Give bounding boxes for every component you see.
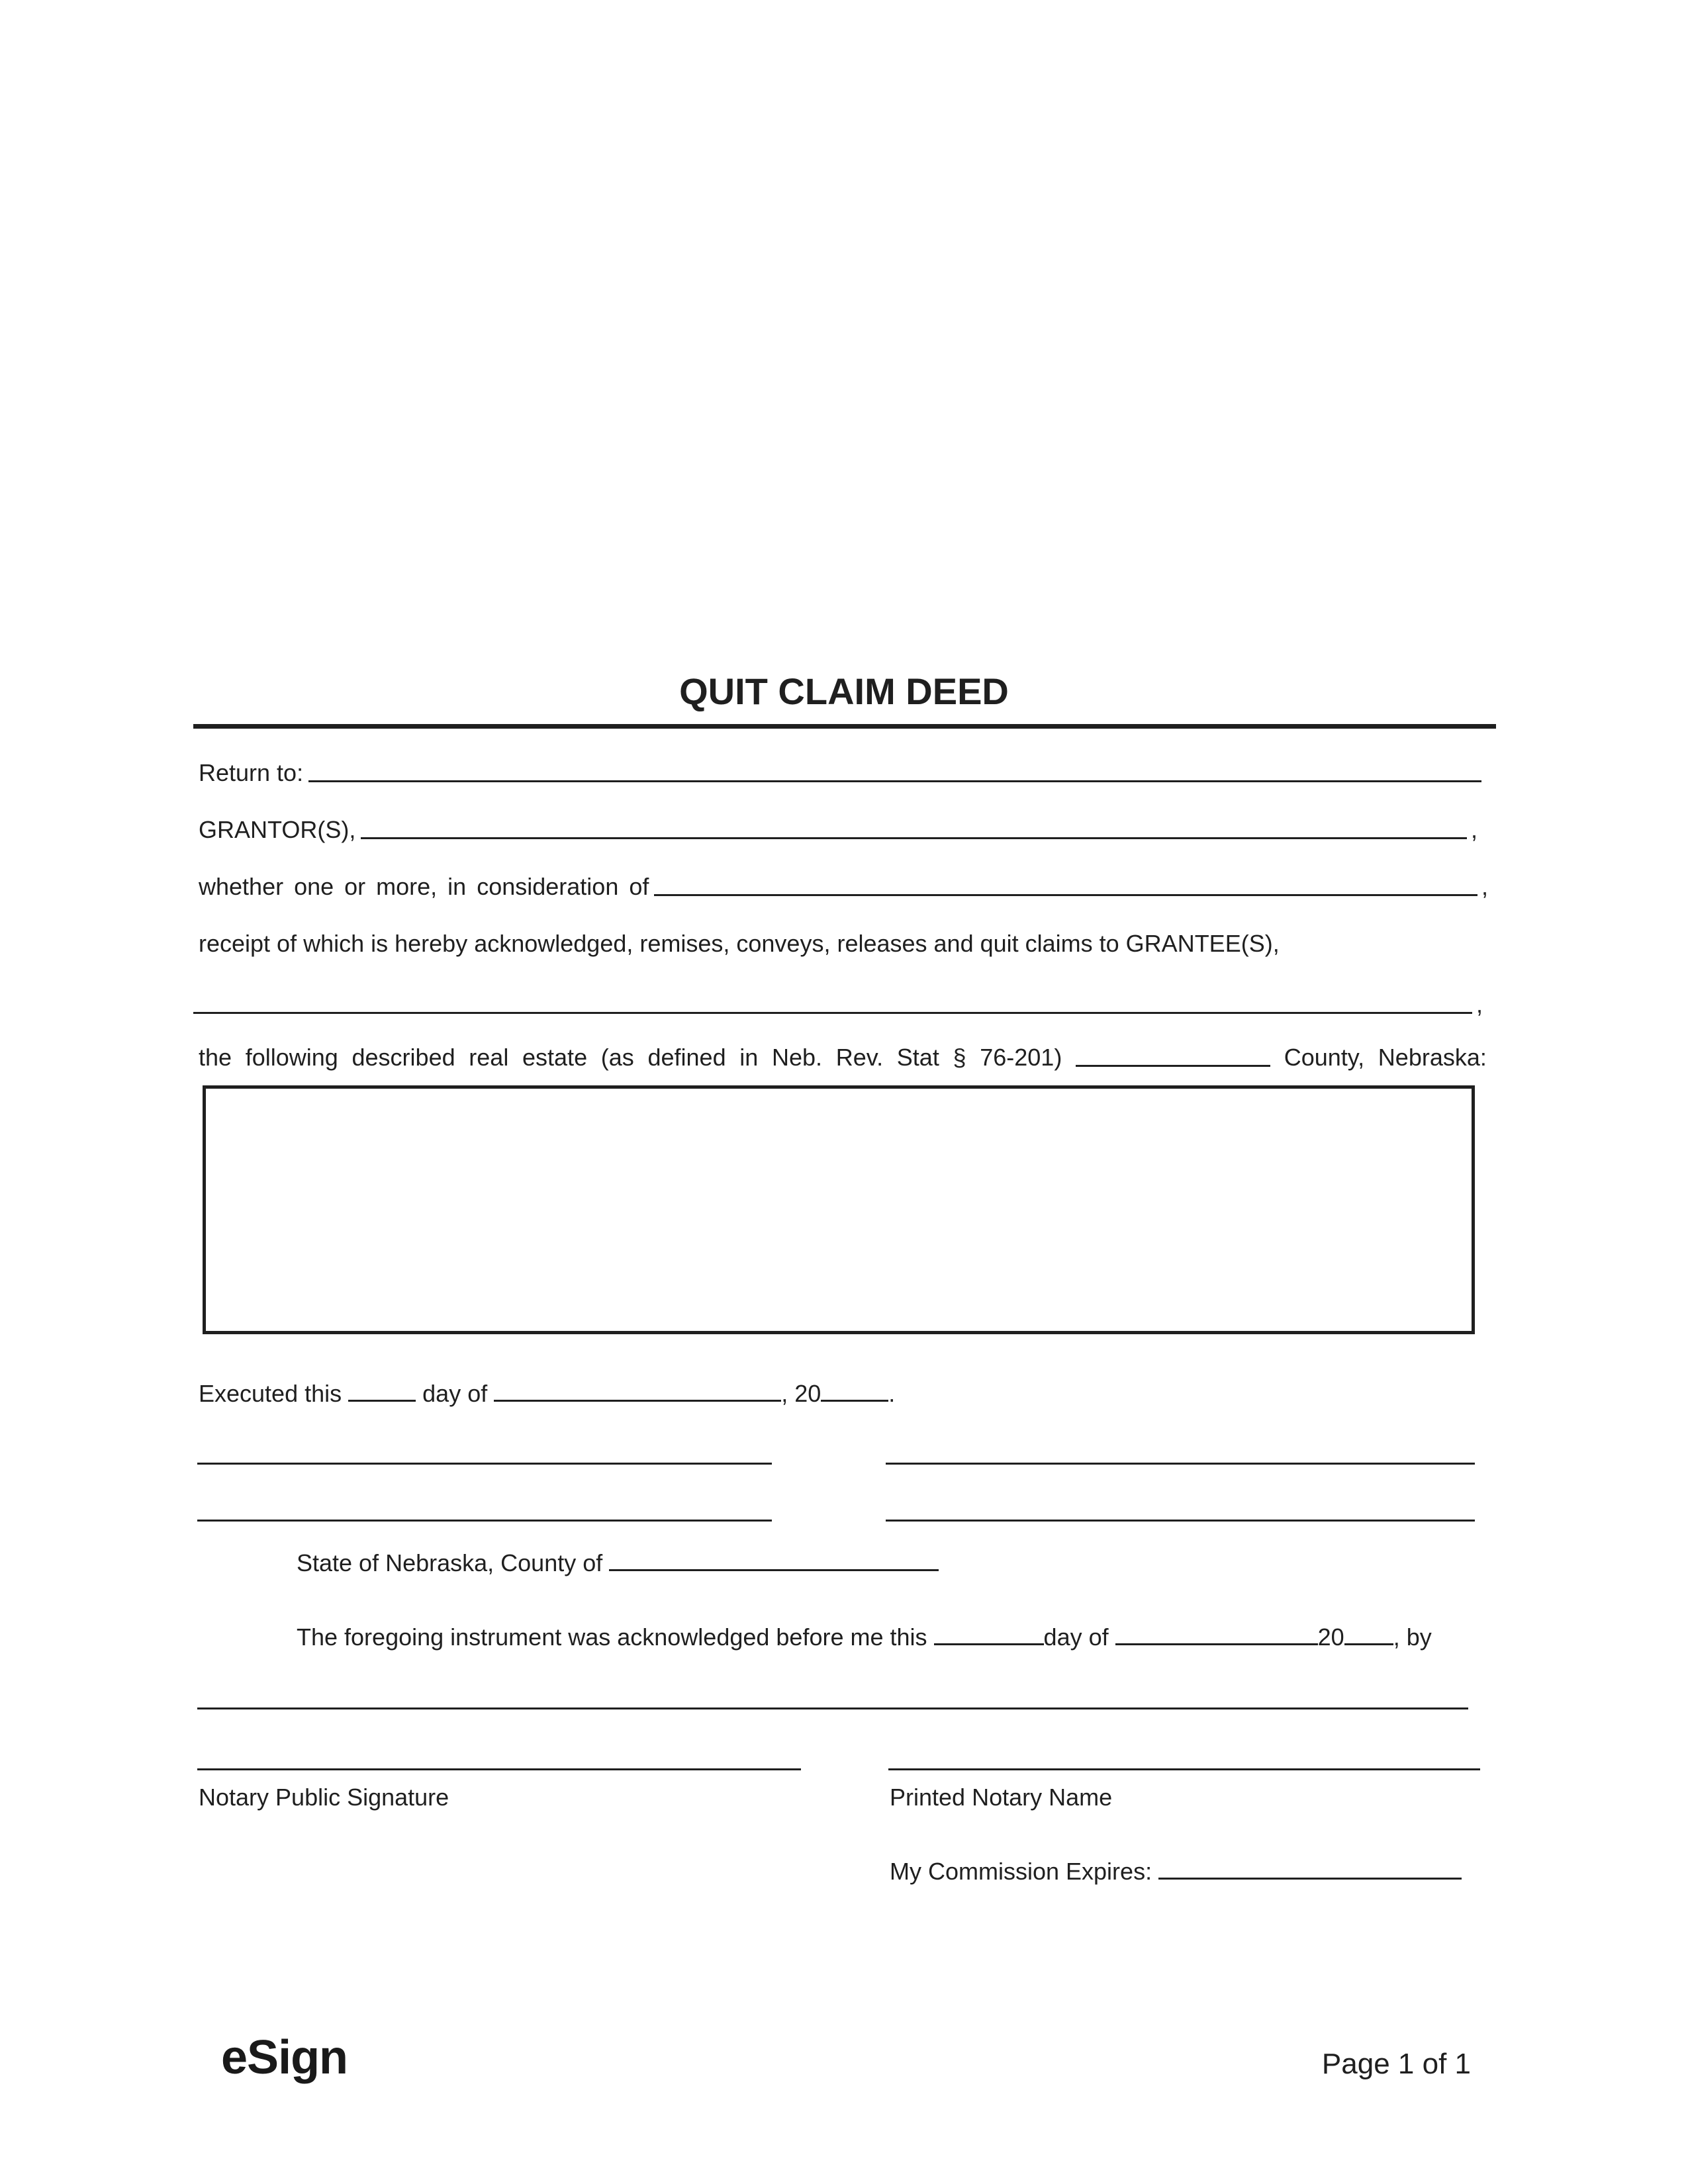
consideration-label: whether one or more, in consideration of xyxy=(199,873,649,900)
consideration-field[interactable] xyxy=(654,874,1477,896)
real-estate-word: real xyxy=(469,1044,509,1071)
real-estate-word: estate xyxy=(522,1044,588,1071)
ack-by: , by xyxy=(1393,1623,1432,1651)
executed-month-field[interactable] xyxy=(494,1380,781,1402)
grantor-label: GRANTOR(S), xyxy=(199,816,356,843)
notary-signature-line[interactable] xyxy=(197,1768,801,1770)
real-estate-word: Neb. xyxy=(772,1044,823,1071)
executed-year-prefix: , 20 xyxy=(781,1380,821,1407)
state-county-label: State of Nebraska, County of xyxy=(297,1549,603,1576)
notary-county-field[interactable] xyxy=(609,1549,939,1571)
executed-day-of: day of xyxy=(422,1380,488,1407)
ack-day-of: day of xyxy=(1043,1623,1109,1651)
consideration-row xyxy=(199,872,1488,901)
ack-month-field[interactable] xyxy=(1115,1623,1318,1645)
grantor-printed-name-line[interactable] xyxy=(197,1520,772,1522)
state-county-row xyxy=(297,1549,939,1578)
return-to-row xyxy=(199,758,1485,788)
real-estate-word: described xyxy=(352,1044,455,1071)
title-rule xyxy=(193,724,1496,729)
real-estate-word: in xyxy=(739,1044,759,1071)
real-estate-word: Stat xyxy=(896,1044,939,1071)
return-to-label: Return to: xyxy=(199,759,304,786)
grantee-row xyxy=(193,990,1483,1019)
real-estate-word: § xyxy=(953,1044,966,1071)
ack-day-field[interactable] xyxy=(934,1623,1044,1645)
real-estate-row xyxy=(199,1043,1487,1072)
real-estate-word: the xyxy=(199,1044,232,1071)
esign-logo: eSign xyxy=(221,2031,348,2084)
commission-label: My Commission Expires: xyxy=(890,1858,1152,1885)
executed-row xyxy=(199,1379,895,1408)
executed-prefix: Executed this xyxy=(199,1380,342,1407)
commission-expires-field[interactable] xyxy=(1158,1858,1462,1880)
grantor-row xyxy=(199,815,1477,844)
page-number: Page 1 of 1 xyxy=(1321,2048,1471,2080)
legal-description-box[interactable] xyxy=(203,1085,1475,1334)
consideration-comma: , xyxy=(1481,873,1488,900)
executed-year-field[interactable] xyxy=(821,1380,888,1402)
return-to-field[interactable] xyxy=(308,760,1481,782)
real-estate-word: 76-201) xyxy=(980,1044,1062,1071)
executed-period: . xyxy=(888,1380,896,1407)
grantor-comma: , xyxy=(1470,816,1477,843)
printed-notary-line[interactable] xyxy=(888,1768,1480,1770)
real-estate-word: following xyxy=(245,1044,338,1071)
ack-year-prefix: 20 xyxy=(1317,1623,1344,1651)
printed-notary-label: Printed Notary Name xyxy=(890,1784,1113,1811)
real-estate-word: Rev. xyxy=(835,1044,884,1071)
acknowledged-text: The foregoing instrument was acknowledged before me this xyxy=(297,1623,927,1651)
notary-signature-label: Notary Public Signature xyxy=(199,1784,449,1811)
county-word: County, xyxy=(1284,1044,1365,1071)
real-estate-word: (as xyxy=(600,1044,634,1071)
grantor-field[interactable] xyxy=(361,817,1467,839)
county-word: Nebraska: xyxy=(1378,1044,1487,1071)
grantee-field[interactable] xyxy=(193,992,1472,1014)
real-estate-word: defined xyxy=(647,1044,726,1071)
grantee-comma: , xyxy=(1476,991,1483,1018)
executed-day-field[interactable] xyxy=(348,1380,416,1402)
commission-row xyxy=(890,1857,1462,1886)
ack-year-field[interactable] xyxy=(1344,1623,1393,1645)
acknowledgment-row xyxy=(297,1623,1432,1652)
county-field[interactable] xyxy=(1076,1045,1270,1067)
grantor-signature-line[interactable] xyxy=(197,1463,772,1465)
grantor-printed-name-line-2[interactable] xyxy=(886,1520,1475,1522)
receipt-text: receipt of which is hereby acknowledged, remises, conveys, releases and quit claims to GRANTEE(S), xyxy=(199,930,1280,957)
document-title: QUIT CLAIM DEED xyxy=(679,670,1009,712)
acknowledged-by-line[interactable] xyxy=(197,1707,1468,1709)
grantor-signature-line-2[interactable] xyxy=(886,1463,1475,1465)
